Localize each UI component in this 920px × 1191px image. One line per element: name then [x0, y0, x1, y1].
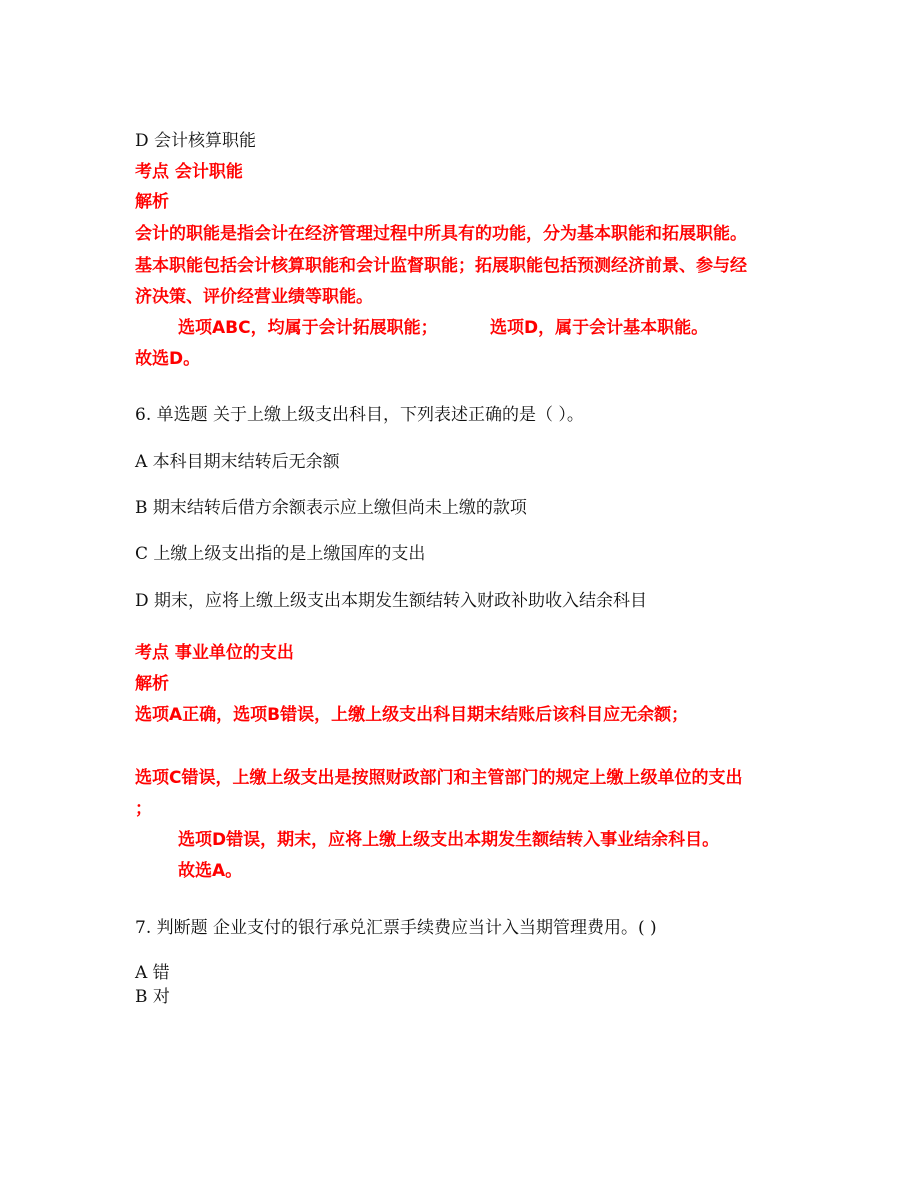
q6-analysis-line: 选项C错误，上缴上级支出是按照财政部门和主管部门的规定上缴上级单位的支出 — [135, 768, 743, 788]
q6-analysis-line: 选项D错误，期末，应将上缴上级支出本期发生额结转入事业结余科目。 — [178, 830, 720, 850]
q6-stem: 6. 单选题 关于上缴上级支出科目，下列表述正确的是（ ）。 — [135, 405, 584, 425]
q7-stem: 7. 判断题 企业支付的银行承兑汇票手续费应当计入当期管理费用。( ) — [135, 918, 657, 938]
q5-option-d: D 会计核算职能 — [135, 131, 257, 151]
q6-analysis-label: 解析 — [135, 674, 169, 694]
q7-option-a: A 错 — [135, 963, 170, 983]
q5-analysis-line: 会计的职能是指会计在经济管理过程中所具有的功能，分为基本职能和拓展职能。 — [135, 224, 747, 244]
q5-analysis-line: 基本职能包括会计核算职能和会计监督职能；拓展职能包括预测经济前景、参与经 — [135, 256, 747, 276]
q5-answer: 故选D。 — [135, 349, 201, 369]
q5-analysis-line: 济决策、评价经营业绩等职能。 — [135, 287, 373, 307]
q6-analysis-line: ； — [135, 799, 152, 819]
q6-topic: 考点 事业单位的支出 — [135, 643, 294, 663]
q5-explain-abc: 选项ABC，均属于会计拓展职能； — [178, 318, 438, 338]
q5-explain-d: 选项D，属于会计基本职能。 — [490, 318, 709, 338]
q6-analysis-line: 选项A正确，选项B错误，上缴上级支出科目期末结账后该科目应无余额； — [135, 705, 689, 725]
q7-option-b: B 对 — [135, 987, 170, 1007]
q6-option-c: C 上缴上级支出指的是上缴国库的支出 — [135, 544, 426, 564]
q6-option-a: A 本科目期末结转后无余额 — [135, 452, 340, 472]
q5-analysis-label: 解析 — [135, 192, 169, 212]
q6-answer: 故选A。 — [178, 861, 243, 881]
q6-option-d: D 期末，应将上缴上级支出本期发生额结转入财政补助收入结余科目 — [135, 591, 648, 611]
q6-option-b: B 期末结转后借方余额表示应上缴但尚未上缴的款项 — [135, 498, 527, 518]
q5-topic: 考点 会计职能 — [135, 162, 243, 182]
